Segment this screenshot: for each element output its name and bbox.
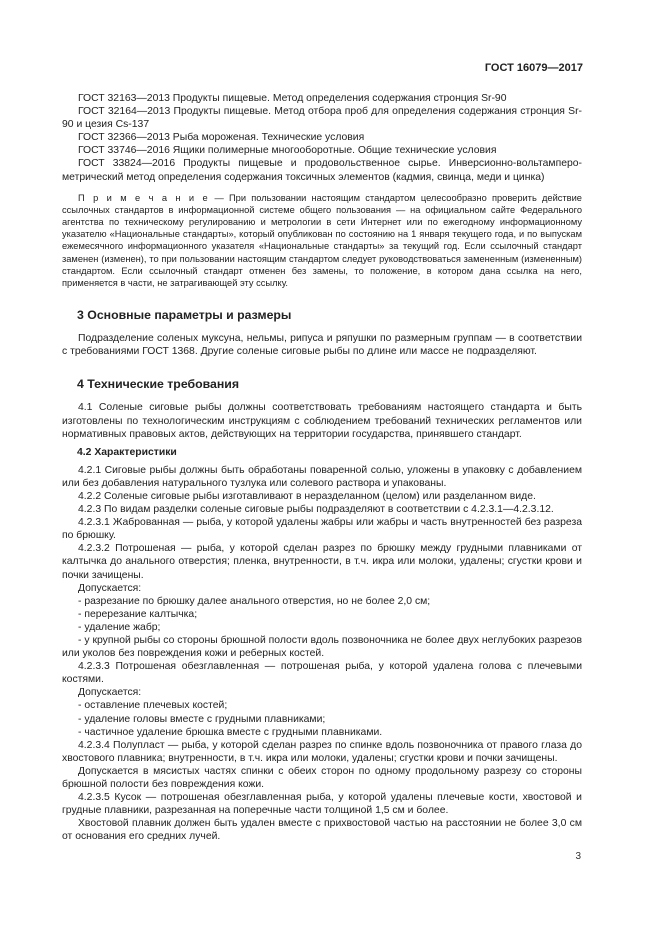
section-3-heading: 3 Основные параметры и размеры [77,308,292,323]
paragraph: - оставление плечевых костей; [78,700,228,712]
paragraph: - у крупной рыбы со стороны брюшной полости вдоль позвоночника не более двух неглубоких разрезов или уколов без повреждения кожи и реберных костей. [62,634,582,660]
reference-item: ГОСТ 33746—2016 Ящики полимерные многооборотные. Общие технические условия [78,145,497,157]
paragraph: - перерезание калтычка; [78,608,198,620]
paragraph: Допускается в мясистых частях спинки с обеих сторон по одному продольному разрезу со стороны брюшной полости без повреждения кожи. [62,765,582,790]
document-code-header: ГОСТ 16079—2017 [484,62,583,74]
paragraph: 4.2.3.4 Полупласт — рыба, у которой сделан разрез по спинке вдоль позвоночника от правого глаза до хвостового плавника; внутренности, в т.ч. икра или молоки, удалены; сгустки крови и почки зачищены. [62,739,582,764]
paragraph: 4.2.3 По видам разделки соленые сиговые рыбы подразделяют в соответствии с 4.2.3.1—4.2.3.12. [78,504,554,516]
note-block [62,192,582,290]
note-label: П р и м е ч а н и е [78,192,210,203]
clause-4-1: 4.1 Соленые сиговые рыбы должны соответствовать требованиям настоящего стандарта и быть изготовлены по технологическим инструкциям с соблюдением требований технических регламентов или нормативных правовых актов, действующих на территории государства, принявшего стандарт. [62,402,582,440]
paragraph: Допускается: [78,687,142,699]
reference-item: ГОСТ 32366—2013 Рыба мороженая. Технические условия [78,132,365,144]
section-4-2-paragraphs [62,464,582,844]
section-4-heading: 4 Технические требования [77,377,239,392]
normative-references-list [62,92,582,184]
note-text: — При пользовании настоящим стандартом целесообразно проверить действие ссылочных стандартов в информационной системе общего пользования — на официальном сайте Федерального агентства по техническому регулированию и метрологии в сети Интернет или по ежегодному информационному указателю «Национальные стандарты», который опубликован по состоянию на 1 января текущего года, и по выпускам ежемесячного информационного указателя «Национальные стандарты» за текущий год. Если ссылочный стандарт заменен (изменен), то при пользовании настоящим стандартом следует руководствоваться замененным (измененным) стандартом. Если ссылочный стандарт отменен без замены, то положение, в котором дана ссылка на него, применяется в части, не затрагивающей эту ссылку. [62,192,582,289]
paragraph: - частичное удаление брюшка вместе с грудными плавниками. [78,726,383,738]
reference-item: ГОСТ 33824—2016 Продукты пищевые и продовольственное сырье. Инверсионно-вольтамперометрический метод определения содержания токсичных элементов (кадмия, свинца, меди и цинка) [62,158,582,183]
paragraph: 4.2.3.2 Потрошеная — рыба, у которой сделан разрез по брюшку между грудными плавниками от калтычка до анального отверстия; пленка, внутренности, в т.ч. икра или молоки, удалены; сгустки крови и почки зачищены. [62,543,582,581]
paragraph: 4.2.3.3 Потрошеная обезглавленная — потрошеная рыба, у которой удалена голова с плечевыми костями. [62,661,582,686]
paragraph: 4.2.3.5 Кусок — потрошеная обезглавленная рыба, у которой удалены плечевые кости, хвостовой и грудные плавники, разрезанная на поперечные части толщиной 1,5 см и более. [62,792,582,817]
reference-item: ГОСТ 32163—2013 Продукты пищевые. Метод определения содержания стронция Sr-90 [78,93,507,104]
subsection-4-2-heading: 4.2 Характеристики [77,446,177,458]
paragraph: 4.2.3.1 Жаброванная — рыба, у которой удалены жабры или жабры и часть внутренностей без разреза по брюшку. [62,517,582,542]
paragraph: 4.2.2 Соленые сиговые рыбы изготавливают в неразделанном (целом) или разделанном виде. [78,490,536,502]
paragraph: Допускается: [78,582,142,594]
paragraph: - удаление жабр; [78,621,161,633]
section-3-text: Подразделение соленых муксуна, нельмы, рипуса и ряпушки по размерным группам — в соответствии с требованиями ГОСТ 1368. Другие соленые сиговые рыбы по длине или массе не подразделяют. [62,333,582,358]
paragraph: Хвостовой плавник должен быть удален вместе с прихвостовой частью на расстоянии не более 3,0 см от основания его средних лучей. [62,818,582,843]
paragraph: - разрезание по брюшку далее анального отверстия, но не более 2,0 см; [78,595,431,607]
page-number: 3 [575,851,581,862]
page-content [62,92,582,843]
paragraph: 4.2.1 Сиговые рыбы должны быть обработаны поваренной солью, уложены в упаковку с добавлением или без добавления натурального тузлука или солевого раствора и упакованы. [62,464,582,489]
reference-item: ГОСТ 32164—2013 Продукты пищевые. Метод отбора проб для определения содержания стронция Sr-90 и цезия Cs-137 [62,106,582,131]
paragraph: - удаление головы вместе с грудными плавниками; [78,713,326,725]
